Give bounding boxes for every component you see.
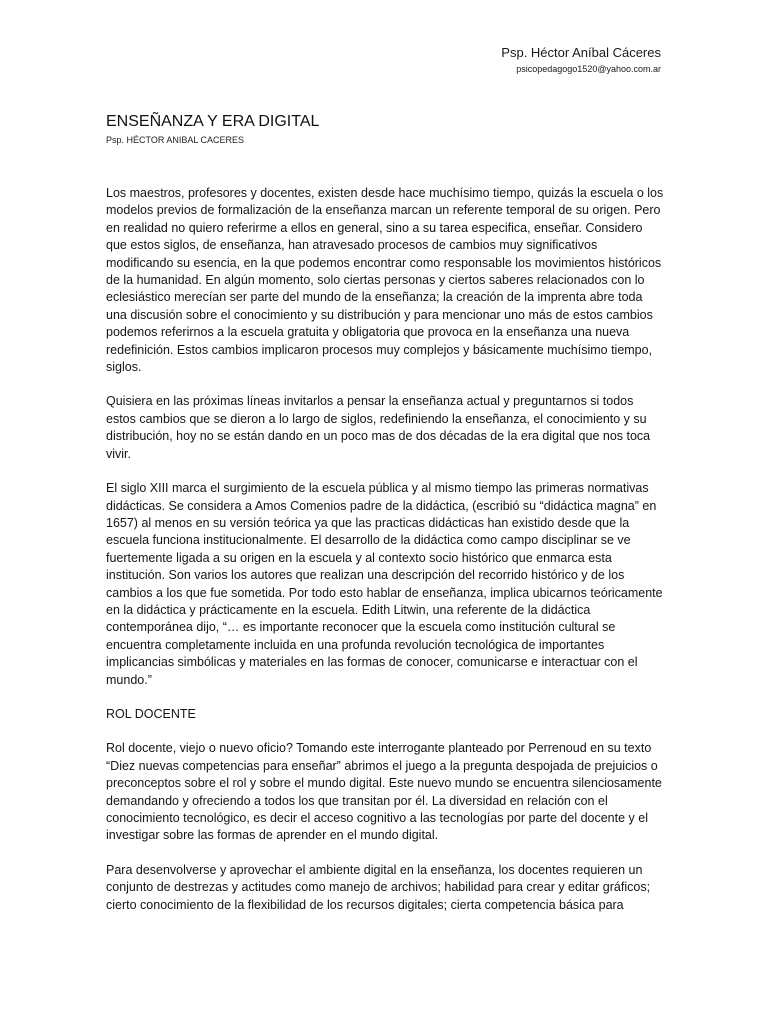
title-block bbox=[106, 112, 666, 146]
document-subtitle: Psp. HÉCTOR ANIBAL CACERES bbox=[106, 135, 245, 145]
paragraph: Para desenvolverse y aprovechar el ambiente digital en la enseñanza, los docentes requieren un conjunto de destrezas y actitudes como manejo de archivos; habilidad para crear y editar gráficos; cierto conocimiento de la flexibilidad de los recursos digitales; cierta competencia básica para bbox=[106, 862, 651, 912]
paragraph: Los maestros, profesores y docentes, existen desde hace muchísimo tiempo, quizás la escuela o los modelos previos de formalización de la enseñanza marcan un referente temporal de su origen. Pero en realidad no quiero referirme a ellos en general, sino a su tarea especifica, enseñar. Considero que estos siglos, de enseñanza, han atravesado procesos de cambios muy significativos modificando su esencia, en la que podemos encontrar como responsable los movimientos históricos de la humanidad. En algún momento, solo ciertas personas y ciertos saberes relacionados con lo eclesiástico merecían ser parte del mundo de la enseñanza; la creación de la imprenta abre toda una discusión sobre el conocimiento y su distribución y para mencionar uno más de estos cambios podemos referirnos a la escuela gratuita y obligatoria que provoca en la enseñanza una nueva redefinición. Estos cambios implicaron procesos muy complejos y básicamente muchísimo tiempo, siglos. bbox=[106, 186, 664, 375]
header-author: Psp. Héctor Aníbal Cáceres bbox=[501, 45, 661, 60]
section-heading: ROL DOCENTE bbox=[106, 706, 196, 721]
document-title: ENSEÑANZA Y ERA DIGITAL bbox=[106, 113, 320, 130]
paragraph: Rol docente, viejo o nuevo oficio? Tomando este interrogante planteado por Perrenoud en su texto “Diez nuevas competencias para enseñar” abrimos el juego a la pregunta despojada de prejuicios o preconceptos sobre el rol y sobre el mundo digital. Este nuevo mundo se encuentra silenciosamente demandando y ofreciendo a todos los que transitan por él. La diversidad en relación con el conocimiento tecnológico, es decir el acceso cognitivo a las tecnologías por parte del docente y el investigar sobre las formas de aprender en el mundo digital. bbox=[106, 741, 662, 843]
paragraph: El siglo XIII marca el surgimiento de la escuela pública y al mismo tiempo las primeras normativas didácticas. Se considera a Amos Comenios padre de la didáctica, (escribió su “didáctica magna” en 1657) al menos en su versión teórica ya que las practicas didácticas han existido desde que la escuela funciona institucionalmente. El desarrollo de la didáctica como campo disciplinar se ve fuertemente ligada a su origen en la escuela y al contexto socio histórico que enmarca esta institución. Son varios los autores que realizan una descripción del recorrido histórico y de los cambios a los que fue sometida. Por todo esto hablar de enseñanza, implica ubicarnos teóricamente en la didáctica y prácticamente en la escuela. Edith Litwin, una referente de la didáctica contemporánea dijo, “… es importante reconocer que la escuela como institución cultural se encuentra completamente incluida en una profunda revolución tecnológica de importantes implicancias simbólicas y materiales en las formas de conocer, comunicarse e interactuar con el mundo.” bbox=[106, 481, 663, 687]
page-header bbox=[501, 45, 661, 75]
paragraph: Quisiera en las próximas líneas invitarlos a pensar la enseñanza actual y preguntarnos si todos estos cambios que se dieron a lo largo de siglos, redefiniendo la enseñanza, el conocimiento y su distribución, hoy no se están dando en un poco mas de dos décadas de la era digital que nos toca vivir. bbox=[106, 394, 651, 461]
document-body bbox=[106, 185, 666, 931]
header-email: psicopedagogo1520@yahoo.com.ar bbox=[516, 64, 661, 74]
